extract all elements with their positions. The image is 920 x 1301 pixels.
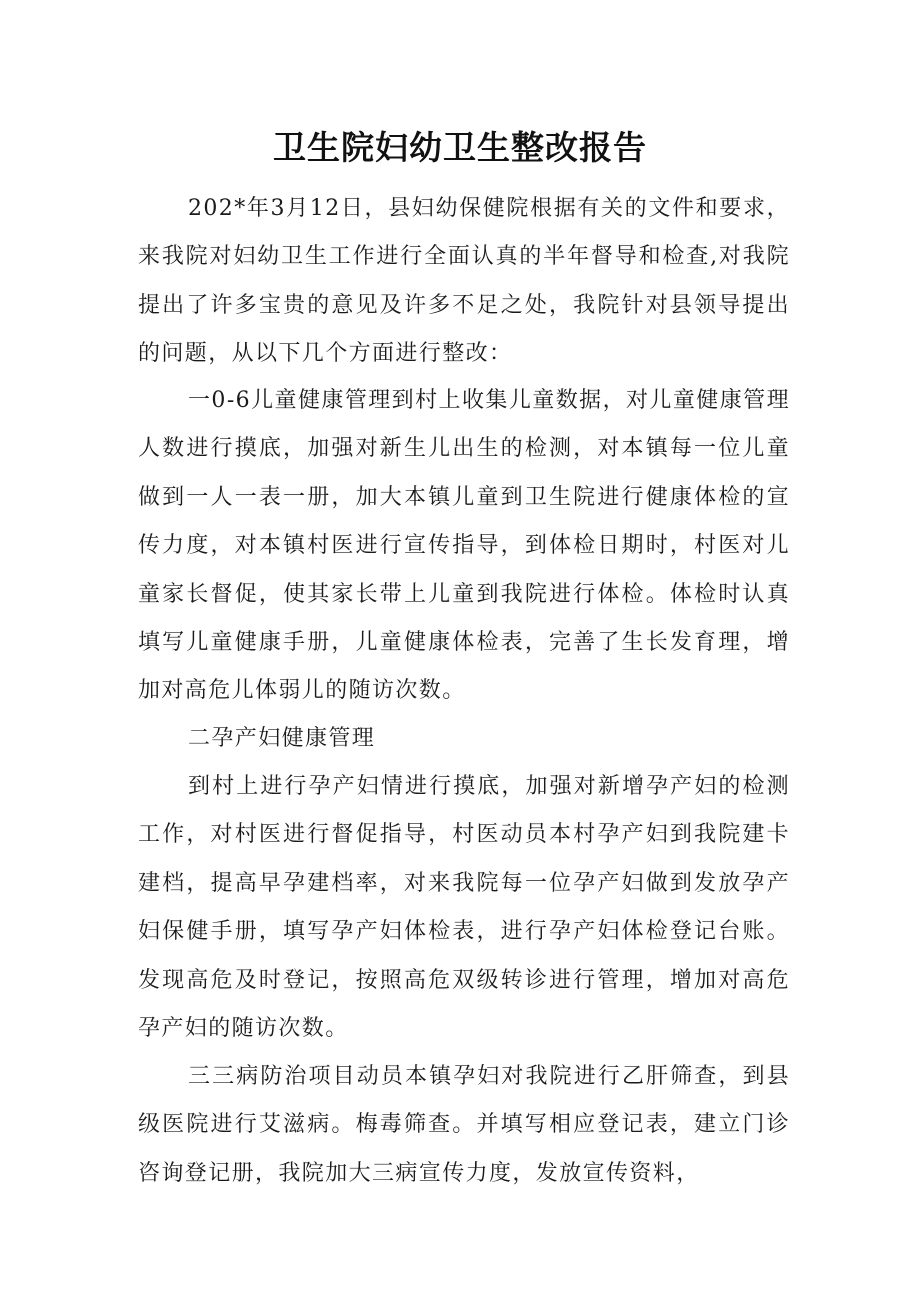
paragraph-maternal-health: 到村上进行孕产妇情进行摸底，加强对新增孕产妇的检测工作，对村医进行督促指导，村医动员本村孕产妇到我院建卡建档，提高早孕建档率，对来我院每一位孕产妇做到发放孕产妇保健手册，填写孕产妇体检表，进行孕产妇体检登记台账。发现高危及时登记，按照高危双级转诊进行管理，增加对高危孕产妇的随访次数。 bbox=[138, 774, 790, 1042]
paragraph-intro: 202*年3月12日，县妇幼保健院根据有关的文件和要求，来我院对妇幼卫生工作进行全面认真的半年督导和检查,对我院提出了许多宝贵的意见及许多不足之处，我院针对县领导提出的问题，从以下几个方面进行整改： bbox=[138, 196, 790, 367]
section-heading-maternal-health: 二孕产妇健康管理 bbox=[188, 726, 376, 751]
document-title: 卫生院妇幼卫生整改报告 bbox=[273, 128, 647, 167]
paragraph-child-health: 一0-6儿童健康管理到村上收集儿童数据，对儿童健康管理人数进行摸底，加强对新生儿出生的检测，对本镇每一位儿童做到一人一表一册，加大本镇儿童到卫生院进行健康体检的宣传力度，对本镇村医进行宣传指导，到体检日期时，村医对儿童家长督促，使其家长带上儿童到我院进行体检。体检时认真填写儿童健康手册，儿童健康体检表，完善了生长发育理，增加对高危儿体弱儿的随访次数。 bbox=[138, 388, 790, 704]
paragraph-three-diseases: 三三病防治项目动员本镇孕妇对我院进行乙肝筛查，到县级医院进行艾滋病。梅毒筛查。并填写相应登记表，建立门诊咨询登记册，我院加大三病宣传力度，发放宣传资料， bbox=[138, 1064, 790, 1186]
